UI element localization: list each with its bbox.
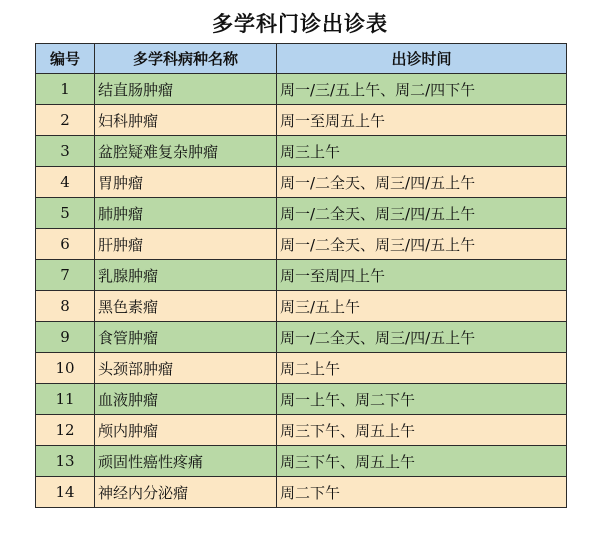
row-clinic-time: 周二上午 bbox=[277, 353, 567, 384]
row-disease-name: 头颈部肿瘤 bbox=[95, 353, 277, 384]
table-row bbox=[36, 136, 567, 167]
row-number: 4 bbox=[36, 167, 95, 198]
page-title: 多学科门诊出诊表 bbox=[212, 12, 388, 36]
header-clinic-time: 出诊时间 bbox=[277, 44, 567, 74]
row-disease-name: 盆腔疑难复杂肿瘤 bbox=[95, 136, 277, 167]
table-row bbox=[36, 198, 567, 229]
row-disease-name: 顽固性癌性疼痛 bbox=[95, 446, 277, 477]
row-clinic-time: 周一至周四上午 bbox=[277, 260, 567, 291]
table-row bbox=[36, 477, 567, 508]
row-number: 7 bbox=[36, 260, 95, 291]
row-clinic-time: 周一/二全天、周三/四/五上午 bbox=[277, 229, 567, 260]
table-row bbox=[36, 322, 567, 353]
row-number: 9 bbox=[36, 322, 95, 353]
table-row bbox=[36, 74, 567, 105]
row-number: 8 bbox=[36, 291, 95, 322]
row-number: 12 bbox=[36, 415, 95, 446]
row-clinic-time: 周一/二全天、周三/四/五上午 bbox=[277, 322, 567, 353]
row-clinic-time: 周三下午、周五上午 bbox=[277, 446, 567, 477]
header-disease-name: 多学科病种名称 bbox=[95, 44, 277, 74]
row-disease-name: 妇科肿瘤 bbox=[95, 105, 277, 136]
row-number: 13 bbox=[36, 446, 95, 477]
table-row bbox=[36, 291, 567, 322]
row-number: 14 bbox=[36, 477, 95, 508]
row-clinic-time: 周三上午 bbox=[277, 136, 567, 167]
table-row bbox=[36, 415, 567, 446]
schedule-table bbox=[35, 43, 567, 508]
row-disease-name: 结直肠肿瘤 bbox=[95, 74, 277, 105]
row-number: 2 bbox=[36, 105, 95, 136]
row-disease-name: 肺肿瘤 bbox=[95, 198, 277, 229]
row-number: 6 bbox=[36, 229, 95, 260]
row-clinic-time: 周一上午、周二下午 bbox=[277, 384, 567, 415]
row-number: 5 bbox=[36, 198, 95, 229]
row-number: 3 bbox=[36, 136, 95, 167]
row-number: 11 bbox=[36, 384, 95, 415]
table-row bbox=[36, 167, 567, 198]
row-number: 1 bbox=[36, 74, 95, 105]
row-clinic-time: 周一/二全天、周三/四/五上午 bbox=[277, 167, 567, 198]
row-disease-name: 黑色素瘤 bbox=[95, 291, 277, 322]
row-disease-name: 神经内分泌瘤 bbox=[95, 477, 277, 508]
row-disease-name: 胃肿瘤 bbox=[95, 167, 277, 198]
table-row bbox=[36, 384, 567, 415]
table-header-row bbox=[36, 44, 567, 74]
table-row bbox=[36, 260, 567, 291]
row-clinic-time: 周一至周五上午 bbox=[277, 105, 567, 136]
header-number: 编号 bbox=[36, 44, 95, 74]
row-clinic-time: 周二下午 bbox=[277, 477, 567, 508]
row-disease-name: 乳腺肿瘤 bbox=[95, 260, 277, 291]
table-row bbox=[36, 229, 567, 260]
row-clinic-time: 周一/三/五上午、周二/四下午 bbox=[277, 74, 567, 105]
row-disease-name: 颅内肿瘤 bbox=[95, 415, 277, 446]
row-disease-name: 肝肿瘤 bbox=[95, 229, 277, 260]
row-number: 10 bbox=[36, 353, 95, 384]
table-row bbox=[36, 353, 567, 384]
table-row bbox=[36, 105, 567, 136]
row-disease-name: 食管肿瘤 bbox=[95, 322, 277, 353]
row-clinic-time: 周一/二全天、周三/四/五上午 bbox=[277, 198, 567, 229]
row-clinic-time: 周三/五上午 bbox=[277, 291, 567, 322]
row-disease-name: 血液肿瘤 bbox=[95, 384, 277, 415]
table-row bbox=[36, 446, 567, 477]
row-clinic-time: 周三下午、周五上午 bbox=[277, 415, 567, 446]
